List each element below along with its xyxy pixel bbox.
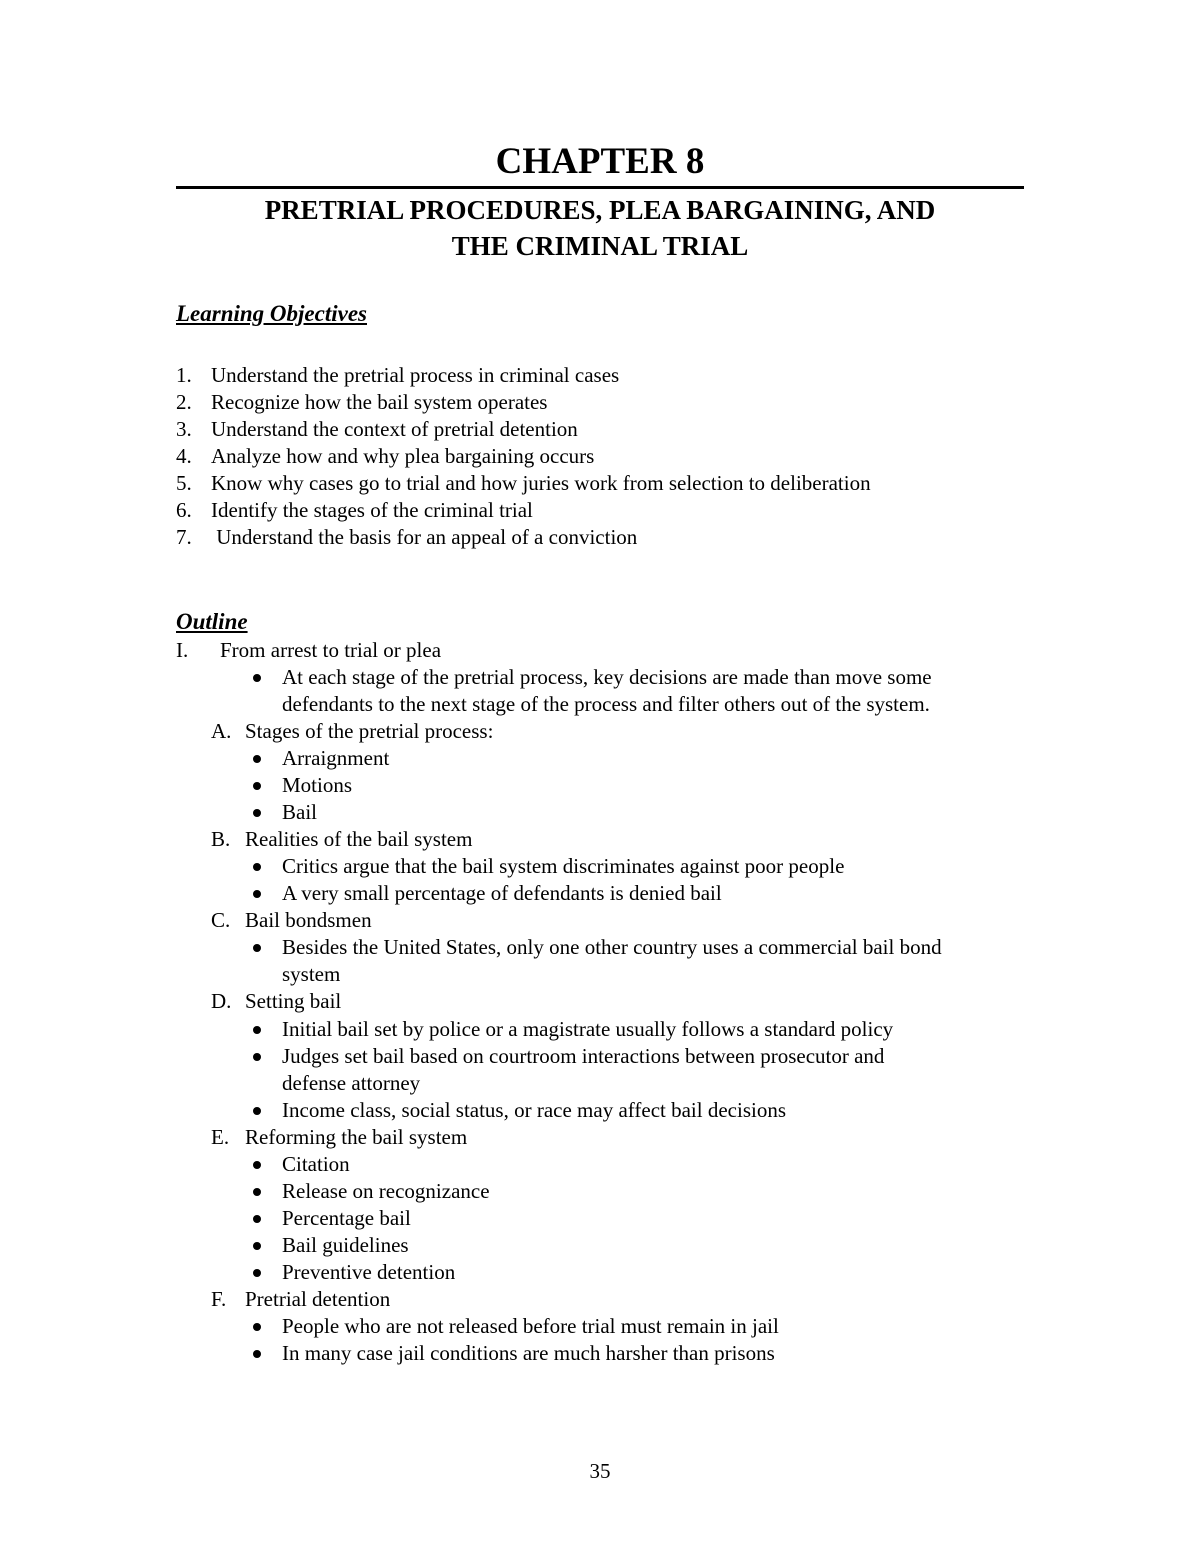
bullet-icon xyxy=(253,1053,261,1061)
section-title: Setting bail xyxy=(245,989,342,1013)
objective-text: Know why cases go to trial and how juries work from selection to deliberation xyxy=(211,471,871,495)
bullet-text: Judges set bail based on courtroom interactions between prosecutor and xyxy=(282,1044,885,1068)
objective-text: Recognize how the bail system operates xyxy=(211,390,548,414)
section-title: Stages of the pretrial process: xyxy=(245,719,494,743)
bullet-text: defendants to the next stage of the process and filter others out of the system. xyxy=(282,692,930,716)
bullet-text: Initial bail set by police or a magistrate usually follows a standard policy xyxy=(282,1017,894,1041)
bullet-text: Release on recognizance xyxy=(282,1179,490,1203)
outline-heading: Outline xyxy=(176,609,248,634)
bullet-text: Citation xyxy=(282,1152,350,1176)
bullet-text: A very small percentage of defendants is denied bail xyxy=(282,881,722,905)
bullet-icon xyxy=(253,809,261,817)
bullet-text: Preventive detention xyxy=(282,1260,456,1284)
bullet-icon xyxy=(253,1215,261,1223)
item-number: 6. xyxy=(176,498,192,522)
bullet-text: Income class, social status, or race may affect bail decisions xyxy=(282,1098,787,1122)
bullet-icon xyxy=(253,782,261,790)
bullet-text: Motions xyxy=(282,773,353,797)
objective-text: Understand the basis for an appeal of a conviction xyxy=(211,525,638,549)
bullet-icon xyxy=(253,1350,261,1358)
bullet-text: Arraignment xyxy=(282,746,390,770)
learning-objectives-heading: Learning Objectives xyxy=(176,301,367,326)
section-letter: E. xyxy=(211,1125,230,1149)
roman-numeral: I. xyxy=(176,638,189,662)
page-number: 35 xyxy=(589,1459,611,1483)
bullet-icon xyxy=(253,1107,261,1115)
section-title: Pretrial detention xyxy=(245,1287,391,1311)
objective-text: Analyze how and why plea bargaining occurs xyxy=(211,444,595,468)
bullet-text: Percentage bail xyxy=(282,1206,411,1230)
bullet-icon xyxy=(253,1269,261,1277)
bullet-icon xyxy=(253,755,261,763)
title-rule xyxy=(176,186,1024,189)
bullet-text: Bail guidelines xyxy=(282,1233,409,1257)
subtitle-line: THE CRIMINAL TRIAL xyxy=(451,231,749,261)
bullet-text: In many case jail conditions are much harsher than prisons xyxy=(282,1341,775,1365)
objective-text: Understand the context of pretrial detention xyxy=(211,417,578,441)
section-letter: C. xyxy=(211,908,231,932)
bullet-icon xyxy=(253,944,261,952)
section-letter: D. xyxy=(211,989,232,1013)
bullet-text: defense attorney xyxy=(282,1071,421,1095)
bullet-icon xyxy=(253,1026,261,1034)
bullet-text: Bail xyxy=(282,800,317,824)
section-title: Bail bondsmen xyxy=(245,908,372,932)
item-number: 4. xyxy=(176,444,192,468)
bullet-icon xyxy=(253,863,261,871)
bullet-icon xyxy=(253,1323,261,1331)
section-title: Reforming the bail system xyxy=(245,1125,468,1149)
item-number: 2. xyxy=(176,390,192,414)
bullet-text: People who are not released before trial must remain in jail xyxy=(282,1314,779,1338)
chapter-title: CHAPTER 8 xyxy=(495,141,705,182)
objective-text: Identify the stages of the criminal trial xyxy=(211,498,533,522)
objective-text: Understand the pretrial process in criminal cases xyxy=(211,363,620,387)
chapter-subtitle xyxy=(176,192,1024,264)
bullet-icon xyxy=(253,1188,261,1196)
bullet-text: system xyxy=(282,962,341,986)
section-letter: A. xyxy=(211,719,232,743)
item-number: 7. xyxy=(176,525,192,549)
section-letter: B. xyxy=(211,827,231,851)
section-letter: F. xyxy=(211,1287,227,1311)
bullet-icon xyxy=(253,1242,261,1250)
bullet-icon xyxy=(253,674,261,682)
item-number: 3. xyxy=(176,417,192,441)
bullet-icon xyxy=(253,890,261,898)
bullet-text: Critics argue that the bail system discriminates against poor people xyxy=(282,854,845,878)
section-title: Realities of the bail system xyxy=(245,827,473,851)
bullet-icon xyxy=(253,1161,261,1169)
bullet-text: At each stage of the pretrial process, key decisions are made than move some xyxy=(282,665,932,689)
roman-item-text: From arrest to trial or plea xyxy=(220,638,442,662)
bullet-text: Besides the United States, only one other country uses a commercial bail bond xyxy=(282,935,942,959)
item-number: 1. xyxy=(176,363,192,387)
subtitle-line: PRETRIAL PROCEDURES, PLEA BARGAINING, AND xyxy=(264,195,936,225)
item-number: 5. xyxy=(176,471,192,495)
